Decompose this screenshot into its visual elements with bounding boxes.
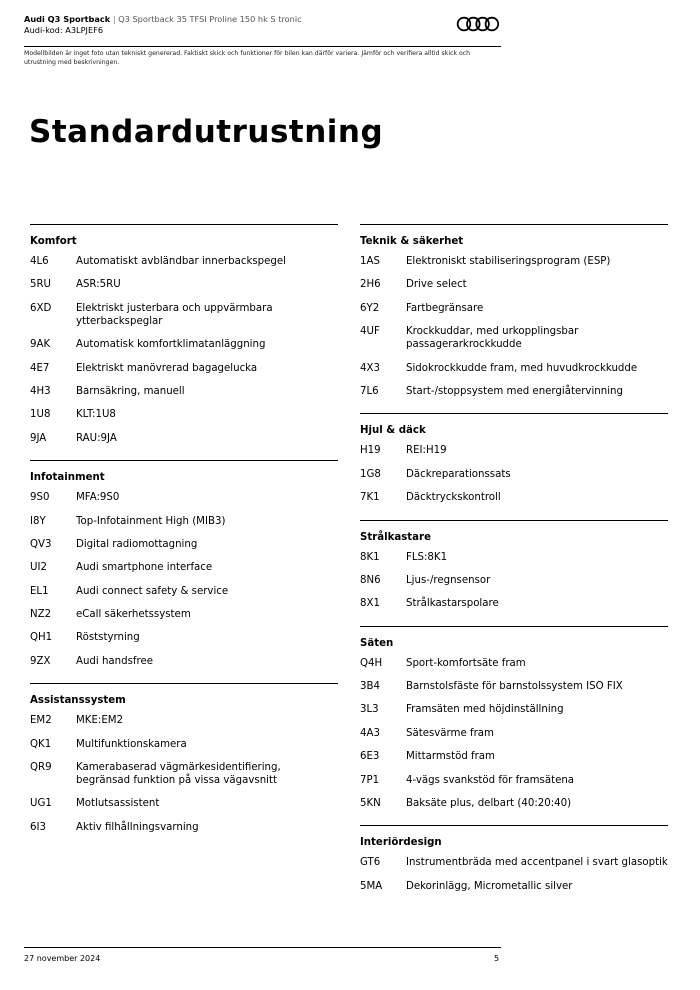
equipment-code: 6XD	[30, 302, 52, 314]
model-variant: Q3 Sportback 35 TFSI Proline 150 hk S tronic	[118, 14, 302, 24]
section-heading: Strålkastare	[360, 531, 431, 543]
equipment-item	[30, 538, 338, 551]
equipment-section	[30, 224, 338, 460]
equipment-description: MKE:EM2	[76, 715, 124, 727]
equipment-item	[30, 585, 338, 598]
equipment-description: RAU:9JA	[76, 432, 117, 444]
equipment-item	[360, 680, 668, 693]
equipment-item	[360, 597, 668, 610]
equipment-item	[30, 561, 338, 574]
equipment-description: Automatisk komfortklimatanläggning	[76, 339, 266, 351]
equipment-item	[360, 703, 668, 716]
equipment-description: Mittarmstöd fram	[406, 751, 495, 763]
footer-divider	[24, 947, 501, 948]
equipment-description: eCall säkerhetssystem	[76, 609, 191, 621]
equipment-code: 8X1	[360, 598, 380, 610]
equipment-code: Q4H	[360, 657, 383, 669]
equipment-description: Multifunktionskamera	[76, 738, 187, 750]
equipment-item	[30, 761, 338, 787]
equipment-item	[360, 774, 668, 787]
equipment-code: 4L6	[30, 256, 49, 267]
equipment-code: H19	[360, 445, 381, 457]
equipment-code: 6E3	[360, 751, 380, 763]
equipment-code: EM2	[30, 715, 52, 727]
equipment-item	[30, 515, 338, 528]
equipment-code: QK1	[30, 738, 52, 750]
equipment-section	[360, 825, 668, 908]
equipment-code: QR9	[30, 762, 52, 774]
equipment-item	[360, 444, 668, 457]
section-heading: Assistanssystem	[30, 695, 126, 707]
section-heading: Hjul & däck	[360, 425, 426, 437]
equipment-item	[30, 631, 338, 644]
equipment-description: Röststyrning	[76, 632, 140, 644]
equipment-item	[360, 278, 668, 291]
equipment-code: UI2	[30, 562, 47, 574]
equipment-description: Digital radiomottagning	[76, 538, 198, 550]
equipment-description: Sätesvärme fram	[406, 727, 494, 739]
equipment-item	[30, 738, 338, 751]
equipment-code: 7K1	[360, 492, 380, 504]
equipment-item	[30, 302, 338, 328]
equipment-code: 4E7	[30, 362, 50, 374]
equipment-code: 7P1	[360, 774, 380, 786]
equipment-section	[360, 520, 668, 626]
equipment-code: 9S0	[30, 492, 50, 504]
equipment-item	[360, 468, 668, 481]
equipment-column-left	[30, 224, 338, 849]
equipment-code: 1G8	[360, 468, 381, 480]
equipment-code: 6Y2	[360, 302, 380, 314]
equipment-item	[360, 574, 668, 587]
equipment-section	[30, 460, 338, 683]
equipment-section	[30, 683, 338, 849]
equipment-description: Barnsäkring, manuell	[76, 385, 185, 397]
equipment-description: Framsäten med höjdinställning	[406, 704, 564, 716]
equipment-item	[360, 255, 668, 268]
equipment-item	[360, 657, 668, 670]
equipment-description: Audi smartphone interface	[76, 562, 213, 574]
equipment-description: Motlutsassistent	[76, 798, 160, 810]
equipment-item	[30, 797, 338, 810]
equipment-description: Audi handsfree	[76, 655, 153, 667]
equipment-description: Däcktryckskontroll	[406, 492, 501, 504]
equipment-description: FLS:8K1	[406, 551, 448, 563]
equipment-description: Däckreparationssats	[406, 468, 511, 480]
equipment-description: Drive select	[406, 279, 467, 291]
equipment-code: 8K1	[360, 551, 380, 563]
equipment-code: QH1	[30, 632, 53, 644]
equipment-section	[360, 626, 668, 826]
audi-code: Audi-kod: A3LPJEF6	[24, 25, 104, 35]
equipment-item	[30, 278, 338, 291]
equipment-description: Top-Infotainment High (MIB3)	[76, 515, 226, 527]
equipment-description: Start-/stoppsystem med energiåtervinning	[406, 385, 623, 397]
equipment-section	[360, 224, 668, 413]
equipment-description: Ljus-/regnsensor	[406, 574, 491, 586]
equipment-code: 9JA	[30, 432, 47, 444]
equipment-description: Dekorinlägg, Micrometallic silver	[406, 880, 573, 892]
equipment-code: 5KN	[360, 798, 381, 810]
equipment-code: 3B4	[360, 681, 380, 693]
equipment-item	[360, 551, 668, 564]
equipment-description: Aktiv filhållningsvarning	[76, 821, 199, 833]
equipment-description: Elektriskt manövrerad bagagelucka	[76, 362, 258, 374]
equipment-description: Strålkastarspolare	[406, 598, 499, 610]
equipment-code: UG1	[30, 798, 52, 810]
equipment-column-right	[360, 224, 668, 908]
equipment-code: NZ2	[30, 609, 52, 621]
model-name: Audi Q3 Sportback	[24, 14, 111, 24]
equipment-item	[360, 302, 668, 315]
equipment-item	[360, 856, 668, 869]
equipment-item	[30, 491, 338, 504]
equipment-item	[360, 325, 668, 351]
equipment-description: Baksäte plus, delbart (40:20:40)	[406, 798, 572, 810]
equipment-code: 6I3	[30, 821, 46, 833]
equipment-item	[30, 655, 338, 668]
equipment-item	[360, 362, 668, 375]
equipment-code: 1U8	[30, 409, 51, 421]
audi-rings-logo-icon	[456, 14, 502, 34]
header-separator: |	[112, 14, 116, 24]
equipment-code: 5MA	[360, 880, 383, 892]
equipment-code: GT6	[360, 857, 381, 869]
equipment-code: 7L6	[360, 385, 379, 397]
equipment-description: REI:H19	[406, 445, 447, 457]
equipment-description: Instrumentbräda med accentpanel i svart glasoptik	[406, 857, 668, 869]
equipment-item	[30, 408, 338, 421]
section-heading: Infotainment	[30, 472, 105, 484]
page-number: 5	[494, 954, 500, 963]
equipment-item	[30, 385, 338, 398]
equipment-item	[360, 491, 668, 504]
equipment-code: 4UF	[360, 326, 380, 338]
equipment-item	[360, 880, 668, 893]
equipment-code: 3L3	[360, 704, 379, 716]
equipment-item	[30, 608, 338, 621]
equipment-code: QV3	[30, 538, 52, 550]
equipment-code: 8N6	[360, 574, 381, 586]
equipment-code: 1AS	[360, 256, 380, 267]
equipment-description: 4-vägs svankstöd för framsätena	[406, 774, 575, 786]
equipment-code: 9ZX	[30, 655, 51, 667]
equipment-item	[360, 797, 668, 810]
footer-date: 27 november 2024	[24, 954, 101, 963]
equipment-code: 5RU	[30, 279, 52, 291]
equipment-description: Fartbegränsare	[406, 302, 484, 314]
disclaimer: Modellbilden är inget foto utan tekniskt genererad. Faktiskt skick och funktioner för bilen kan därför variera. Jämför och verifiera alltid skick och utrustning med beskrivningen.	[24, 50, 471, 66]
equipment-item	[360, 750, 668, 763]
equipment-item	[30, 714, 338, 727]
equipment-code: EL1	[30, 585, 49, 597]
equipment-item	[30, 338, 338, 351]
section-heading: Komfort	[30, 236, 77, 247]
equipment-code: 2H6	[360, 279, 381, 291]
equipment-code: 4X3	[360, 362, 380, 374]
equipment-code: I8Y	[30, 515, 46, 527]
equipment-description: Krockkuddar, med urkopplingsbar passagerarkrockkudde	[406, 326, 579, 351]
equipment-description: ASR:5RU	[76, 279, 121, 291]
equipment-item	[360, 727, 668, 740]
page-title: Standardutrustning	[29, 114, 384, 150]
equipment-description: Sidokrockkudde fram, med huvudkrockkudde	[406, 362, 638, 374]
equipment-code: 4H3	[30, 385, 51, 397]
equipment-description: Kamerabaserad vägmärkesidentifiering, begränsad funktion på vissa vägavsnitt	[76, 762, 281, 787]
equipment-item	[30, 432, 338, 445]
equipment-item	[30, 362, 338, 375]
equipment-item	[30, 821, 338, 834]
equipment-description: KLT:1U8	[76, 409, 116, 421]
equipment-item	[30, 255, 338, 268]
equipment-description: Elektriskt justerbara och uppvärmbara ytterbackspeglar	[76, 302, 273, 327]
equipment-code: 9AK	[30, 339, 51, 351]
document-header	[24, 14, 501, 36]
equipment-code: 4A3	[360, 727, 380, 739]
section-heading: Teknik & säkerhet	[360, 236, 464, 247]
equipment-description: MFA:9S0	[76, 492, 120, 504]
equipment-item	[360, 385, 668, 398]
section-heading: Interiördesign	[360, 837, 442, 849]
header-divider	[24, 46, 501, 47]
equipment-description: Elektroniskt stabiliseringsprogram (ESP)	[406, 256, 611, 267]
equipment-description: Automatiskt avbländbar innerbackspegel	[76, 256, 286, 267]
section-heading: Säten	[360, 637, 394, 649]
equipment-description: Audi connect safety & service	[76, 585, 229, 597]
equipment-description: Sport-komfortsäte fram	[406, 657, 526, 669]
model-line	[24, 14, 501, 25]
equipment-section	[360, 413, 668, 519]
equipment-description: Barnstolsfäste för barnstolssystem ISO FIX	[406, 681, 623, 693]
